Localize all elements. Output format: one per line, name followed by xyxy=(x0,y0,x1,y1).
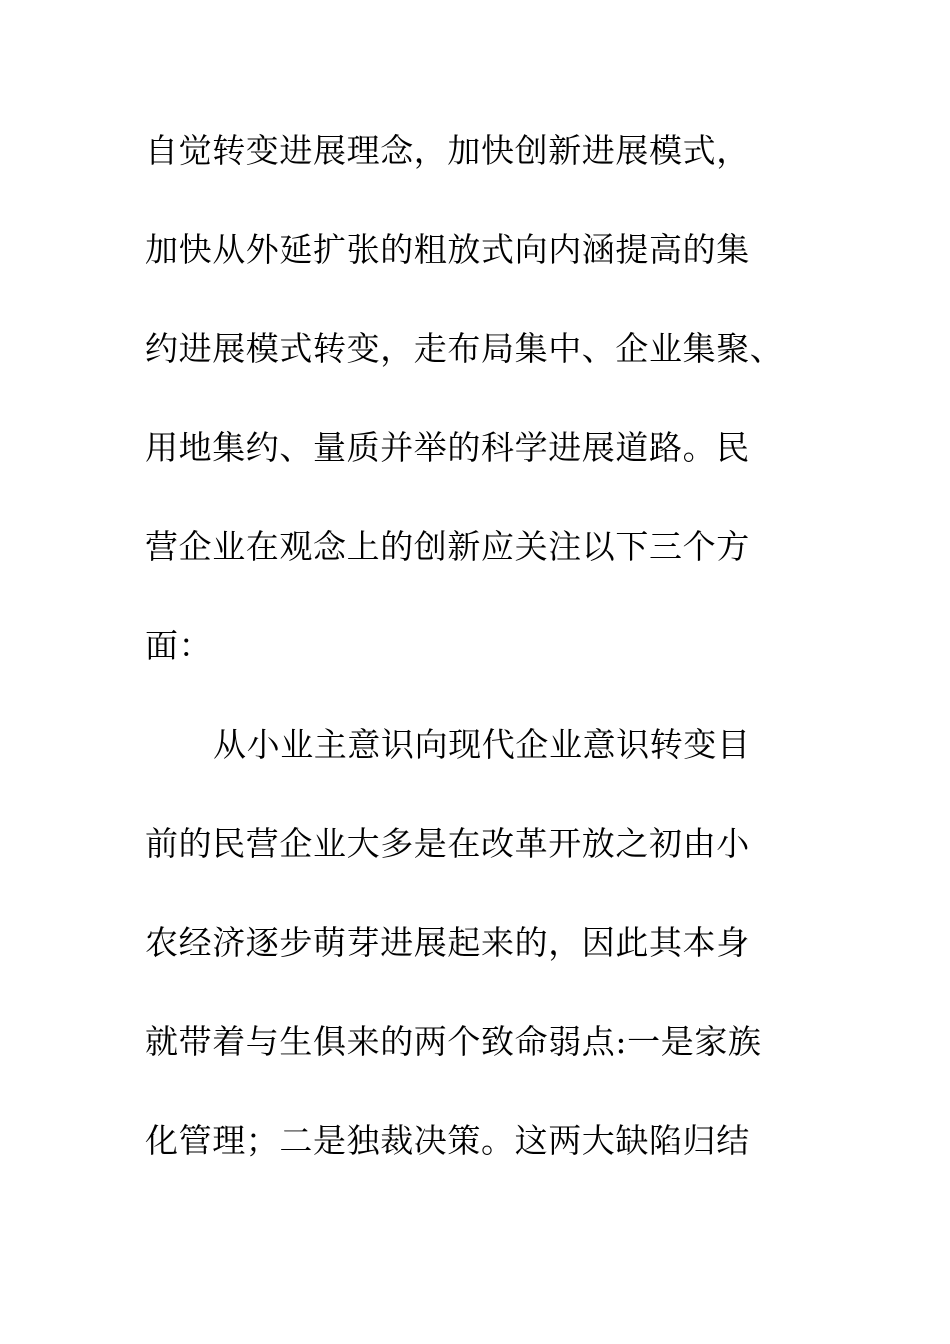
text-line: 就带着与生俱来的两个致命弱点:一是家族 xyxy=(145,1022,762,1061)
text-line: 面： xyxy=(145,626,213,665)
text-line: 自觉转变进展理念，加快创新进展模式， xyxy=(145,131,750,170)
text-line: 约进展模式转变，走布局集中、企业集聚、 xyxy=(145,329,784,368)
text-line: 化管理；二是独裁决策。这两大缺陷归结 xyxy=(145,1121,750,1160)
text-line: 营企业在观念上的创新应关注以下三个方 xyxy=(145,527,750,566)
body-text xyxy=(145,125,805,1214)
text-line: 前的民营企业大多是在改革开放之初由小 xyxy=(145,824,750,863)
text-line: 农经济逐步萌芽进展起来的，因此其本身 xyxy=(145,923,750,962)
text-line: 加快从外延扩张的粗放式向内涵提高的集 xyxy=(145,230,750,269)
text-line: 用地集约、量质并举的科学进展道路。民 xyxy=(145,428,750,467)
paragraph-start-line: 从小业主意识向现代企业意识转变目 xyxy=(213,725,751,764)
